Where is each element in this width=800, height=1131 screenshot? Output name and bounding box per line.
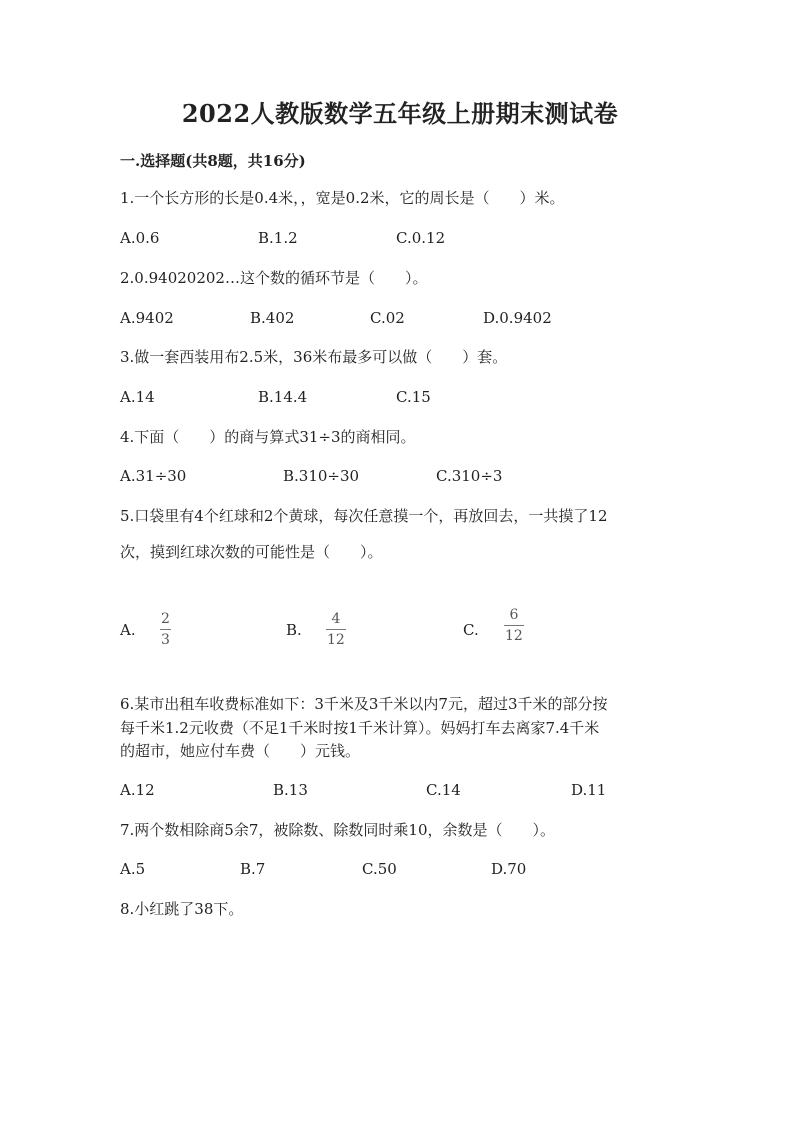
- question-7-option-c: C.50: [362, 860, 397, 878]
- fraction-bar: [504, 625, 524, 626]
- question-6-text-line1: 6.某市出租车收费标准如下：3千米及3千米以内7元，超过3千米的部分按: [120, 695, 608, 713]
- question-7-option-b: B.7: [240, 860, 266, 878]
- question-6-option-b: B.13: [273, 781, 308, 799]
- fraction-numerator: 2: [161, 611, 170, 627]
- question-2-option-b: B.402: [250, 309, 295, 327]
- question-6-option-d: D.11: [571, 781, 607, 799]
- question-7-option-a: A.5: [120, 860, 146, 878]
- question-5-option-a-fraction: [160, 611, 171, 648]
- question-2-option-c: C.02: [370, 309, 405, 327]
- question-1-text: 1.一个长方形的长是0.4米，，宽是0.2米，它的周长是（ ）米。: [120, 189, 565, 207]
- question-4-option-a: A.31÷30: [120, 467, 187, 485]
- question-1-option-a: A.0.6: [120, 229, 160, 247]
- question-6-option-a: A.12: [120, 781, 155, 799]
- fraction-bar: [160, 629, 171, 630]
- fraction-numerator: 4: [331, 611, 341, 627]
- fraction-bar: [326, 629, 346, 630]
- question-3-option-a: A.14: [120, 388, 155, 406]
- question-6-option-c: C.14: [426, 781, 461, 799]
- question-5-option-c-label: C.: [463, 621, 479, 639]
- fraction-denominator: 12: [505, 628, 523, 644]
- fraction-denominator: 12: [327, 632, 345, 648]
- page-title: 2022人教版数学五年级上册期末测试卷: [181, 99, 619, 128]
- question-2-option-a: A.9402: [120, 309, 174, 327]
- question-3-option-c: C.15: [396, 388, 431, 406]
- question-3-option-b: B.14.4: [258, 388, 308, 406]
- fraction-numerator: 6: [509, 607, 519, 623]
- question-7-option-d: D.70: [491, 860, 527, 878]
- question-2-text: 2.0.94020202…这个数的循环节是（ ）。: [120, 269, 428, 287]
- question-4-option-b: B.310÷30: [283, 467, 360, 485]
- question-4-text: 4.下面（ ）的商与算式31÷3的商相同。: [120, 428, 416, 446]
- question-1-option-b: B.1.2: [258, 229, 298, 247]
- question-3-text: 3.做一套西装用布2.5米，36米布最多可以做（ ）套。: [120, 348, 508, 366]
- question-5-text-line2: 次，摸到红球次数的可能性是（ ）。: [120, 543, 383, 561]
- question-2-option-d: D.0.9402: [483, 309, 552, 327]
- question-6-text-line3: 的超市，她应付车费（ ）元钱。: [120, 742, 361, 760]
- section-heading: 一.选择题(共8题，共16分): [120, 152, 306, 170]
- question-5-option-a-label: A.: [120, 621, 136, 639]
- question-5-text-line1: 5.口袋里有4个红球和2个黄球，每次任意摸一个，再放回去，一共摸了12: [120, 507, 608, 525]
- question-7-text: 7.两个数相除商5余7，被除数、除数同时乘10，余数是（ ）。: [120, 821, 555, 839]
- question-1-option-c: C.0.12: [396, 229, 446, 247]
- question-5-option-b-fraction: [326, 611, 346, 648]
- question-6-text-line2: 每千米1.2元收费（不足1千米时按1千米计算）。妈妈打车去离家7.4千米: [120, 719, 600, 737]
- question-5-option-c-fraction: [504, 607, 524, 644]
- question-5-option-b-label: B.: [286, 621, 302, 639]
- fraction-denominator: 3: [161, 632, 170, 648]
- question-4-option-c: C.310÷3: [436, 467, 503, 485]
- question-8-text: 8.小红跳了38下。: [120, 900, 244, 918]
